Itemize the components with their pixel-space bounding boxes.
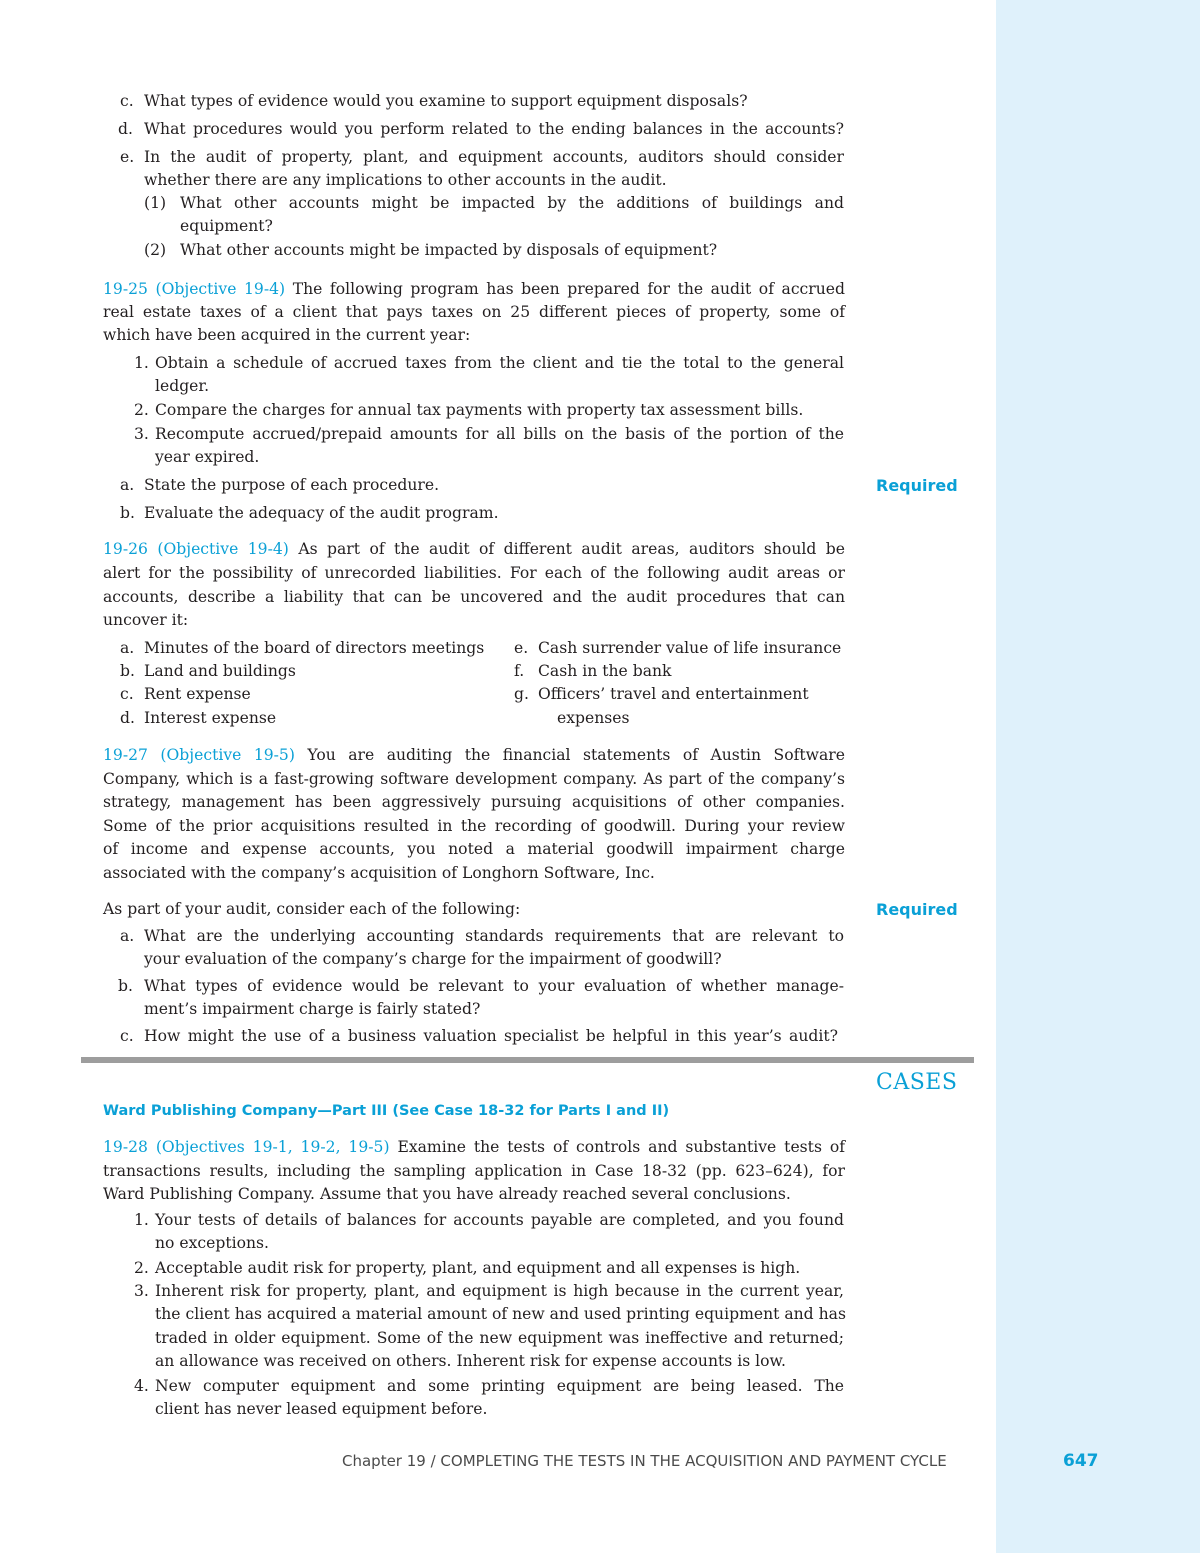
item-label: e.	[120, 148, 135, 166]
subitem-text: equipment?	[180, 217, 273, 235]
question-19-28-line: transactions results, including the sampling application in Case 18-32 (pp. 623–624), for	[103, 1162, 845, 1180]
question-19-25-line: real estate taxes of a client that pays taxes on 25 different pieces of property, some of	[103, 303, 845, 321]
item-text: What types of evidence would be relevant to your evaluation of whether manage-	[144, 977, 844, 995]
step-text: an allowance was received on others. Inherent risk for expense accounts is low.	[155, 1352, 787, 1370]
item-text: State the purpose of each procedure.	[144, 476, 440, 494]
item-label: a.	[120, 476, 135, 494]
objective-ref: 19-25 (Objective 19-4)	[103, 280, 286, 298]
step-label: 1.	[134, 1211, 149, 1229]
item-text: expenses	[557, 709, 630, 727]
step-label: 1.	[134, 354, 149, 372]
question-19-28-line: Ward Publishing Company. Assume that you have already reached several conclusions.	[103, 1185, 791, 1203]
step-text: Acceptable audit risk for property, plant, and equipment and all expenses is high.	[155, 1259, 801, 1277]
question-19-26-line: accounts, describe a liability that can be uncovered and the audit procedures that can	[103, 588, 845, 606]
question-19-26-line: uncover it:	[103, 611, 189, 629]
objective-ref: 19-28 (Objectives 19-1, 19-2, 19-5)	[103, 1138, 390, 1156]
item-label: c.	[120, 685, 134, 703]
question-19-27-line: strategy, management has been aggressively pursuing acquisitions of other companies.	[103, 793, 845, 811]
item-label: c.	[120, 92, 134, 110]
item-label: c.	[120, 1027, 134, 1045]
step-text: Recompute accrued/prepaid amounts for all bills on the basis of the portion of the	[155, 425, 844, 443]
item-text: your evaluation of the company’s charge for the impairment of goodwill?	[144, 950, 722, 968]
item-label: e.	[514, 639, 529, 657]
step-text: year expired.	[155, 448, 260, 466]
item-text: Minutes of the board of directors meetings	[144, 639, 485, 657]
item-text: whether there are any implications to other accounts in the audit.	[144, 171, 667, 189]
question-19-27-intro: As part of your audit, consider each of the following:	[103, 900, 521, 918]
item-label: f.	[514, 662, 525, 680]
item-text: What types of evidence would you examine to support equipment disposals?	[144, 92, 748, 110]
item-label: d.	[118, 120, 133, 138]
item-label: b.	[120, 504, 135, 522]
item-label: d.	[120, 709, 135, 727]
required-label: Required	[876, 900, 958, 919]
step-text: the client has acquired a material amount of new and used printing equipment and has	[155, 1305, 846, 1323]
subitem-label: (2)	[144, 241, 167, 259]
item-label: b.	[118, 977, 133, 995]
question-19-27-line: Company, which is a fast-growing software development company. As part of the company’s	[103, 770, 845, 788]
question-19-27-line: associated with the company’s acquisition of Longhorn Software, Inc.	[103, 864, 655, 882]
step-text: New computer equipment and some printing equipment are being leased. The	[155, 1377, 844, 1395]
step-label: 3.	[134, 1282, 149, 1300]
step-text: no exceptions.	[155, 1234, 269, 1252]
item-text: In the audit of property, plant, and equipment accounts, auditors should consider	[144, 148, 844, 166]
step-label: 4.	[134, 1377, 149, 1395]
question-19-26-line: alert for the possibility of unrecorded liabilities. For each of the following audit areas or	[103, 564, 845, 582]
item-text: Cash in the bank	[538, 662, 672, 680]
item-text: ment’s impairment charge is fairly stated?	[144, 1000, 481, 1018]
item-text: Evaluate the adequacy of the audit program.	[144, 504, 499, 522]
item-label: b.	[120, 662, 135, 680]
item-label: a.	[120, 639, 135, 657]
required-label: Required	[876, 476, 958, 495]
step-label: 2.	[134, 1259, 149, 1277]
item-text: Interest expense	[144, 709, 277, 727]
item-text: Land and buildings	[144, 662, 296, 680]
case-title: Ward Publishing Company—Part III (See Case 18-32 for Parts I and II)	[103, 1103, 670, 1119]
step-text: Your tests of details of balances for accounts payable are completed, and you found	[155, 1211, 844, 1229]
step-text: Obtain a schedule of accrued taxes from the client and tie the total to the general	[155, 354, 844, 372]
objective-ref: 19-27 (Objective 19-5)	[103, 746, 295, 764]
subitem-label: (1)	[144, 194, 167, 212]
item-text: Rent expense	[144, 685, 251, 703]
question-19-27-line: 19-27 (Objective 19-5) You are auditing the financial statements of Austin Software	[103, 746, 845, 764]
step-text: traded in older equipment. Some of the new equipment was ineffective and returned;	[155, 1329, 844, 1347]
subitem-text: What other accounts might be impacted by the additions of buildings and	[180, 194, 844, 212]
item-text: How might the use of a business valuation specialist be helpful in this year’s audit?	[144, 1027, 838, 1045]
running-footer: Chapter 19 / COMPLETING THE TESTS IN THE ACQUISITION AND PAYMENT CYCLE	[342, 1452, 947, 1470]
step-label: 3.	[134, 425, 149, 443]
step-text: Inherent risk for property, plant, and equipment is high because in the current year,	[155, 1282, 844, 1300]
step-text: ledger.	[155, 377, 210, 395]
objective-ref: 19-26 (Objective 19-4)	[103, 540, 289, 558]
question-19-28-line: 19-28 (Objectives 19-1, 19-2, 19-5) Examine the tests of controls and substantive tests of	[103, 1138, 845, 1156]
step-label: 2.	[134, 401, 149, 419]
question-19-25-line: which have been acquired in the current year:	[103, 326, 471, 344]
item-text: Cash surrender value of life insurance	[538, 639, 842, 657]
item-label: g.	[514, 685, 529, 703]
subitem-text: What other accounts might be impacted by disposals of equipment?	[180, 241, 718, 259]
question-19-26-line: 19-26 (Objective 19-4) As part of the audit of different audit areas, auditors should be	[103, 540, 845, 558]
step-text: Compare the charges for annual tax payments with property tax assessment bills.	[155, 401, 804, 419]
question-19-27-line: of income and expense accounts, you noted a material goodwill impairment charge	[103, 840, 845, 858]
step-text: client has never leased equipment before.	[155, 1400, 488, 1418]
question-19-27-line: Some of the prior acquisitions resulted in the recording of goodwill. During your review	[103, 817, 845, 835]
item-text: Officers’ travel and entertainment	[538, 685, 809, 703]
section-divider	[81, 1057, 974, 1063]
page-number: 647	[1063, 1451, 1099, 1471]
item-label: a.	[120, 927, 135, 945]
question-19-25-line: 19-25 (Objective 19-4) The following program has been prepared for the audit of accrued	[103, 280, 845, 298]
item-text: What procedures would you perform related to the ending balances in the accounts?	[144, 120, 844, 138]
item-text: What are the underlying accounting standards requirements that are relevant to	[144, 927, 844, 945]
cases-heading: CASES	[876, 1070, 958, 1095]
